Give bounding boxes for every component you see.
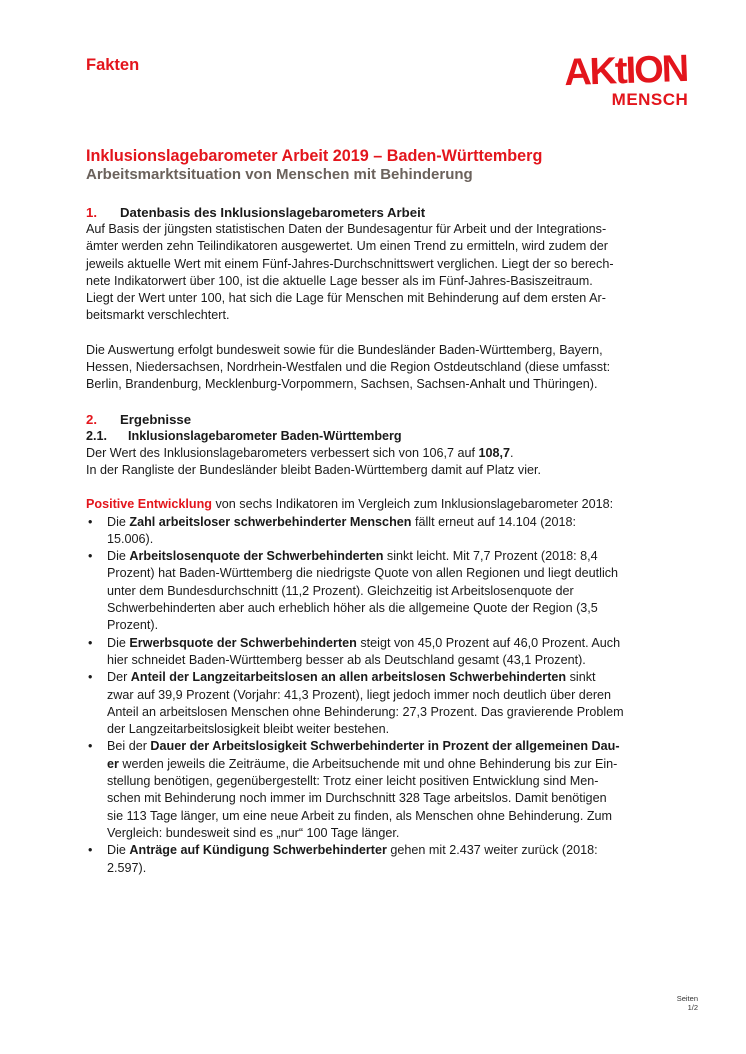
bullet-icon: • <box>88 843 93 858</box>
text-line: 15.006). <box>107 531 154 546</box>
bullet-icon: • <box>88 549 93 564</box>
text-line: stellung benötigen, gegenübergestellt: Trotz einer leicht positiven Entwicklung sind Men- <box>107 774 599 789</box>
page-label: Seiten <box>676 994 698 1003</box>
text-line: Hessen, Niedersachsen, Nordrhein-Westfalen und die Region Ostdeutschland (diese umfasst: <box>86 360 611 375</box>
text-line: . <box>509 445 514 460</box>
indicator-list <box>86 514 701 877</box>
indicator-name: Dauer der Arbeitslosigkeit Schwerbehinderter in Prozent der allgemeinen Dau- <box>150 739 620 754</box>
text-line: Bei der <box>107 739 151 754</box>
text-line: sinkt leicht. Mit 7,7 Prozent (2018: 8,4 <box>383 549 598 564</box>
positive-development-intro <box>86 496 701 513</box>
list-item <box>86 635 701 670</box>
text-line: Liegt der Wert unter 100, hat sich die Lage für Menschen mit Behinderung auf dem ersten Ar- <box>86 291 606 306</box>
section-2-1-heading <box>86 428 701 445</box>
section-2-1-title: Inklusionslagebarometer Baden-Württemberg <box>128 428 402 443</box>
text-line: Die <box>107 635 130 650</box>
svg-text:MENSCH: MENSCH <box>611 90 689 108</box>
text-line: jeweils aktuelle Wert mit einem Fünf-Jahres-Durchschnittswert verglichen. Liegt der so berech- <box>86 256 614 271</box>
document-title: Inklusionslagebarometer Arbeit 2019 – Baden-Württemberg <box>86 147 543 165</box>
text-line: unter dem Bundesdurchschnitt (11,2 Prozent). Gleichzeitig ist Arbeitslosenquote der <box>107 583 574 598</box>
document-body <box>86 147 701 877</box>
text-line: zwar auf 39,9 Prozent (Vorjahr: 41,3 Prozent), liegt jedoch immer noch deutlich über deren <box>107 687 612 702</box>
text-line: beitsmarkt verschlechtert. <box>86 308 230 323</box>
text-line: der Langzeitarbeitslosigkeit bleibt weiter bestehen. <box>107 722 390 737</box>
document-type-label: Fakten <box>86 56 140 74</box>
indicator-name: Zahl arbeitsloser schwerbehinderter Menschen <box>129 514 412 529</box>
list-item <box>86 514 701 549</box>
text-line: steigt von 45,0 Prozent auf 46,0 Prozent. Auch <box>356 635 621 650</box>
positive-development-highlight: Positive Entwicklung <box>86 497 212 512</box>
text-line: ämter werden zehn Teilindikatoren ausgewertet. Um einen Trend zu ermitteln, wird zudem der <box>86 239 608 254</box>
section-1-title: Datenbasis des Inklusionslagebarometers Arbeit <box>120 205 426 220</box>
section-1-heading <box>86 204 701 221</box>
ranking-line: In der Rangliste der Bundesländer bleibt Baden-Württemberg damit auf Platz vier. <box>86 462 542 477</box>
text-line: Auf Basis der jüngsten statistischen Daten der Bundesagentur für Arbeit und der Integrations- <box>86 222 607 236</box>
text-line: Berlin, Brandenburg, Mecklenburg-Vorpommern, Sachsen, Sachsen-Anhalt und Thüringen). <box>86 377 598 392</box>
text-line: sinkt <box>566 670 596 685</box>
text-line: werden jeweils die Zeiträume, die Arbeitsuchende mit und ohne Behinderung bis zur Ein- <box>118 756 618 771</box>
text-line: sie 113 Tage länger, um eine neue Arbeit zu finden, als Menschen ohne Behinderung. Zum <box>107 808 613 823</box>
text-line: Die <box>107 549 130 564</box>
list-item <box>86 738 701 842</box>
list-item <box>86 548 701 634</box>
text-line: fällt erneut auf 14.104 (2018: <box>411 514 577 529</box>
text-line: schen mit Behinderung noch immer im Durchschnitt 328 Tage arbeitslos. Damit benötigen <box>107 791 607 806</box>
text-line: Prozent) hat Baden-Württemberg die niedrigste Quote von allen Regionen und liegt deutlich <box>107 566 619 581</box>
text-line: gehen mit 2.437 weiter zurück (2018: <box>386 843 598 858</box>
bullet-icon: • <box>88 739 93 754</box>
list-item <box>86 842 701 877</box>
text-line: Schwerbehinderten aber auch erheblich höher als die allgemeine Quote der Region (3,5 <box>107 601 598 616</box>
bullet-icon: • <box>88 514 93 529</box>
page-count: 1/2 <box>687 1003 698 1012</box>
section-2-number: 2. <box>86 411 97 427</box>
text-line: Die Auswertung erfolgt bundesweit sowie für die Bundesländer Baden-Württemberg, Bayern, <box>86 342 603 357</box>
text-line: Die <box>107 843 130 858</box>
text-line: Der <box>107 670 131 685</box>
text-line: Der Wert des Inklusionslagebarometers verbessert sich von 106,7 auf <box>86 445 479 460</box>
text-line: Die <box>107 514 130 529</box>
text-line: Anteil an arbeitslosen Menschen ohne Behinderung: 27,3 Prozent. Das gravierende Problem <box>107 704 624 719</box>
text-line: hier schneidet Baden-Württemberg besser ab als Deutschland gesamt (43,1 Prozent). <box>107 652 586 667</box>
indicator-name: Erwerbsquote der Schwerbehinderten <box>129 635 357 650</box>
text-line: von sechs Indikatoren im Vergleich zum Inklusionslagebarometer 2018: <box>211 497 614 512</box>
section-1-paragraph-2 <box>86 342 701 394</box>
text-line: nete Indikatorwert über 100, ist die aktuelle Lage besser als im Fünf-Jahres-Basiszeitraum. <box>86 273 593 288</box>
svg-text:AKtION: AKtION <box>563 50 688 95</box>
section-1-paragraph-1 <box>86 221 701 325</box>
section-2-1-number: 2.1. <box>86 428 108 443</box>
bullet-icon: • <box>88 670 93 685</box>
text-line: Prozent). <box>107 618 159 633</box>
barometer-value-line <box>86 445 701 462</box>
barometer-value: 108,7 <box>478 445 510 460</box>
indicator-name: Arbeitslosenquote der Schwerbehinderten <box>129 549 384 564</box>
aktion-mensch-logo-icon <box>546 50 706 108</box>
page-number <box>677 994 698 1012</box>
indicator-name: Anträge auf Kündigung Schwerbehinderter <box>129 843 387 858</box>
text-line: 2.597). <box>107 860 147 875</box>
bullet-icon: • <box>88 635 93 650</box>
document-subtitle: Arbeitsmarktsituation von Menschen mit Behinderung <box>86 166 473 183</box>
list-item <box>86 669 701 738</box>
section-1-number: 1. <box>86 205 97 220</box>
section-2-heading <box>86 411 701 428</box>
aktion-mensch-logo <box>546 50 706 108</box>
text-line: Vergleich: bundesweit sind es „nur“ 100 Tage länger. <box>107 825 400 840</box>
indicator-name: Anteil der Langzeitarbeitslosen an allen arbeitslosen Schwerbehinderten <box>130 670 567 685</box>
indicator-name-continued: er <box>107 756 119 771</box>
section-2-title: Ergebnisse <box>120 411 192 427</box>
